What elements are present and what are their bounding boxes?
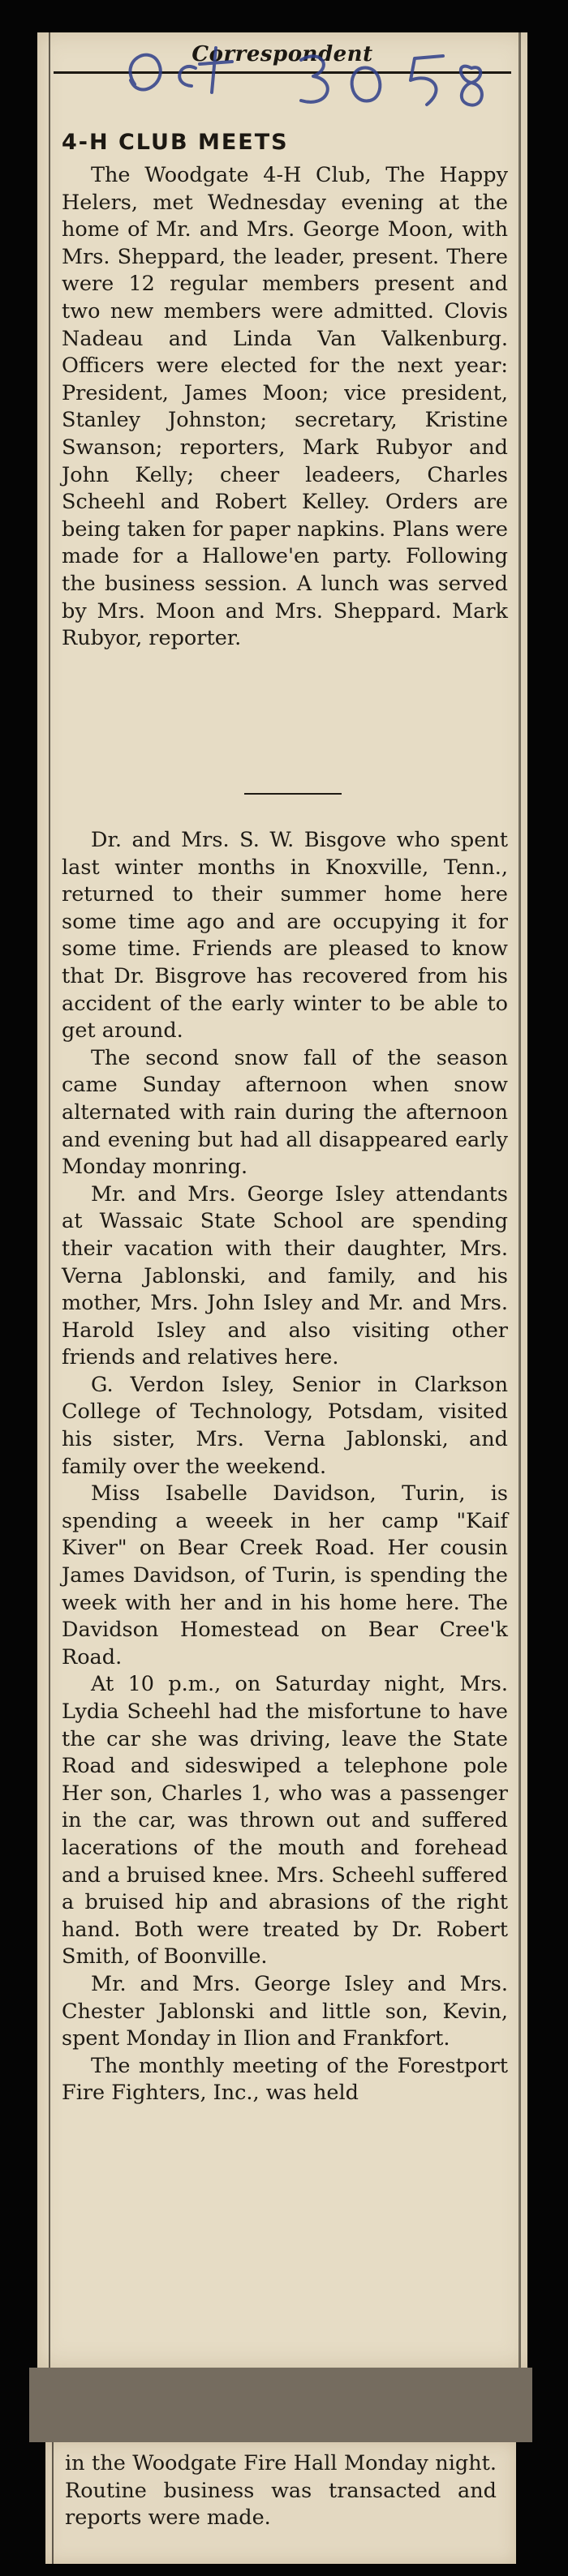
section-header: Correspondent [191,42,373,66]
news-item: Miss Isabelle Davidson, Turin, is spending a weeek in her camp "Kaif Kiver" on Bear Creek Road. Her cousin James Davidson, of Turin, is spending the week with her and in his home here. The Davidson Homestead on Bear Cree'k Road. [62,1481,508,1669]
column-rule-left [52,2442,54,2564]
news-item: The monthly meeting of the Forestport Fire Fighters, Inc., was held [62,2053,508,2106]
article-paragraph: The Woodgate 4-H Club, The Happy Helers, met Wednesday evening at the home of Mr. and Mrs. George Moon, with Mrs. Sheppard, the leader, present. There were 12 regular members present and two new members were admitted. Clovis Nadeau and Linda Van Valkenburg. Officers were elected for the next year: President, James Moon; vice president, Stanley Johnston; secretary, Kristine Swanson; reporters, Mark Rubyor and John Kelly; cheer leadeers, Charles Scheehl and Robert Kelley. Orders are being taken for paper napkins. Plans were made for a Hallowe'en party. Following the business session. A lunch was served by Mrs. Moon and Mrs. Sheppard. Mark Rubyor, reporter. [62,163,508,651]
continuation-clipping [45,2442,516,2564]
column-rule-left [49,32,50,2368]
continuation-text: in the Woodgate Fire Hall Monday night. Routine business was transacted and reports were made. [65,2451,497,2531]
section-divider [244,793,342,795]
article-body [62,162,508,653]
news-item: Mr. and Mrs. George Isley attendants at Wassaic State School are spending their vacation with their daughter, Mrs. Verna Jablonski, and family, and his mother, Mrs. John Isley and Mr. and Mrs. Harold Isley and also visiting other friends and relatives here. [62,1181,508,1370]
news-items [62,827,508,2107]
news-item: Mr. and Mrs. George Isley and Mrs. Chester Jablonski and little son, Kevin, spent Monday in Ilion and Frankfort. [62,1971,508,2051]
continuation-body [65,2450,497,2532]
news-item: Dr. and Mrs. S. W. Bisgove who spent last winter months in Knoxville, Tenn., returned to their summer home here some time ago and are occupying it for some time. Friends are pleased to know that Dr. Bisgrove has recovered from his accident of the early winter to be able to get around. [62,828,508,1044]
news-item: At 10 p.m., on Saturday night, Mrs. Lydia Scheehl had the misfortune to have the car she was driving, leave the State Road and sideswiped a telephone pole Her son, Charles 1, who was a passenger in the car, was thrown out and suffered lacerations of the mouth and forehead and a bruised knee. Mrs. Scheehl suffered a bruised hip and abrasions of the right hand. Both were treated by Dr. Robert Smith, of Boonville. [62,1672,508,1970]
news-item: The second snow fall of the season came Sunday afternoon when snow alternated with rain during the afternoon and evening but had all disappeared early Monday monring. [62,1045,508,1180]
article-headline: 4-H CLUB MEETS [62,130,289,155]
column-rule-right [519,32,521,2368]
scan-gap [29,2368,532,2442]
handwritten-date [102,36,492,125]
newspaper-clipping [37,32,527,2368]
news-item: G. Verdon Isley, Senior in Clarkson College of Technology, Potsdam, visited his sister, Mrs. Verna Jablonski, and family over the weekend. [62,1372,508,1479]
